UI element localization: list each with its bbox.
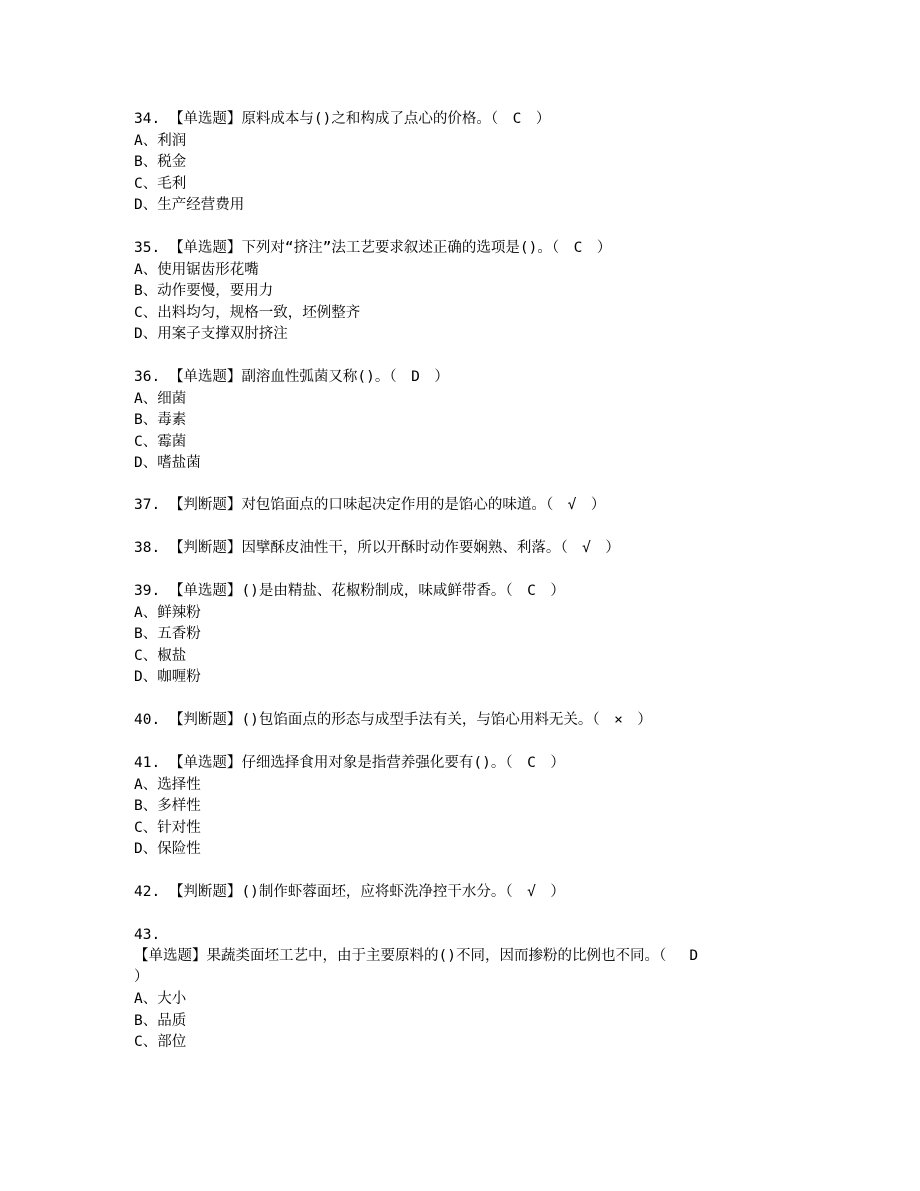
question-header <box>134 710 652 730</box>
question-number: 41. <box>134 755 161 771</box>
question-type: 【判断题】 <box>168 712 242 728</box>
answer-option: C、出料均匀，规格一致，坯例整齐 <box>134 304 361 321</box>
answer-option: A、利润 <box>134 132 187 149</box>
question-header <box>134 367 449 387</box>
question-answer: （ C ） <box>551 240 612 256</box>
question-text: 对包馅面点的口味起决定作用的是馅心的味道。 <box>241 497 546 513</box>
question-answer: （ C ） <box>505 583 565 599</box>
question-number: 36. <box>134 369 161 385</box>
question-answer: （ C ） <box>505 755 565 771</box>
question-answer: （ C ） <box>490 111 551 127</box>
answer-option: B、毒素 <box>134 412 187 428</box>
answer-option: B、五香粉 <box>134 626 201 642</box>
question-type: 【单选题】 <box>168 111 242 127</box>
question-header <box>134 882 565 902</box>
question-header <box>134 753 565 773</box>
answer-option: B、多样性 <box>134 798 201 814</box>
question-answer: （ √ ） <box>505 884 565 900</box>
question-header <box>134 238 611 258</box>
question-type: 【判断题】 <box>168 540 242 556</box>
question-header <box>134 495 605 515</box>
answer-option: C、霉菌 <box>134 433 187 450</box>
question-text: 副溶血性弧菌又称()。 <box>241 369 390 385</box>
answer-option: D、咖喱粉 <box>134 669 201 685</box>
question-type: 【单选题】 <box>168 583 242 599</box>
answer-option: D、用案子支撑双肘挤注 <box>134 326 288 342</box>
question-text: ()是由精盐、花椒粉制成，味咸鲜带香。 <box>241 583 506 599</box>
question-text: 下列对“挤注”法工艺要求叙述正确的选项是()。 <box>241 240 552 256</box>
question-number: 38. <box>134 540 161 556</box>
answer-option: B、动作要慢，要用力 <box>134 283 274 299</box>
question-type: 【判断题】 <box>168 884 242 900</box>
question-number: 42. <box>134 884 161 900</box>
answer-option: C、部位 <box>134 1034 187 1050</box>
question-type: 【单选题】 <box>168 755 242 771</box>
answer-option: C、毛利 <box>134 175 187 192</box>
answer-option: D、生产经营费用 <box>134 197 245 213</box>
question-answer-close: ） <box>134 969 149 985</box>
answer-option: A、使用锯齿形花嘴 <box>134 261 259 278</box>
question-answer: （ √ ） <box>545 497 606 513</box>
answer-option: A、选择性 <box>134 776 201 793</box>
question-number: 39. <box>134 583 161 599</box>
question-answer: （ × ） <box>592 712 652 728</box>
question-number: 34. <box>134 111 161 127</box>
question-text: 因擘酥皮油性干，所以开酥时动作要娴熟、利落。 <box>241 540 561 556</box>
question-header <box>134 538 620 558</box>
answer-option: B、税金 <box>134 154 187 170</box>
answer-option: D、保险性 <box>134 841 201 857</box>
question-text: 仔细选择食用对象是指营养强化要有()。 <box>241 755 506 771</box>
answer-option: D、嗜盐菌 <box>134 455 201 471</box>
answer-option: A、大小 <box>134 991 187 1007</box>
question-answer: （ D ） <box>389 369 449 385</box>
answer-option: C、针对性 <box>134 819 201 836</box>
question-number: 37. <box>134 497 161 513</box>
question-answer: （ √ ） <box>560 540 620 556</box>
question-text: 原料成本与()之和构成了点心的价格。 <box>241 111 491 127</box>
question-header <box>134 581 565 601</box>
question-header <box>134 109 550 129</box>
question-type: 【判断题】 <box>168 497 242 513</box>
question-number: 43. <box>134 927 161 943</box>
question-type: 【单选题】 <box>168 240 242 256</box>
question-text: ()包馅面点的形态与成型手法有关，与馅心用料无关。 <box>241 712 593 728</box>
answer-option: B、品质 <box>134 1012 187 1029</box>
answer-option: C、椒盐 <box>134 647 187 664</box>
answer-option: A、细菌 <box>134 390 187 407</box>
question-number: 40. <box>134 712 161 728</box>
question-type: 【单选题】 <box>168 369 242 385</box>
answer-option: A、鲜辣粉 <box>134 604 201 621</box>
question-text: 【单选题】果蔬类面坯工艺中，由于主要原料的()不同，因而掺粉的比例也不同。（ D <box>134 948 699 964</box>
question-number: 35. <box>134 240 161 256</box>
question-text: ()制作虾蓉面坯，应将虾洗净控干水分。 <box>241 884 506 900</box>
